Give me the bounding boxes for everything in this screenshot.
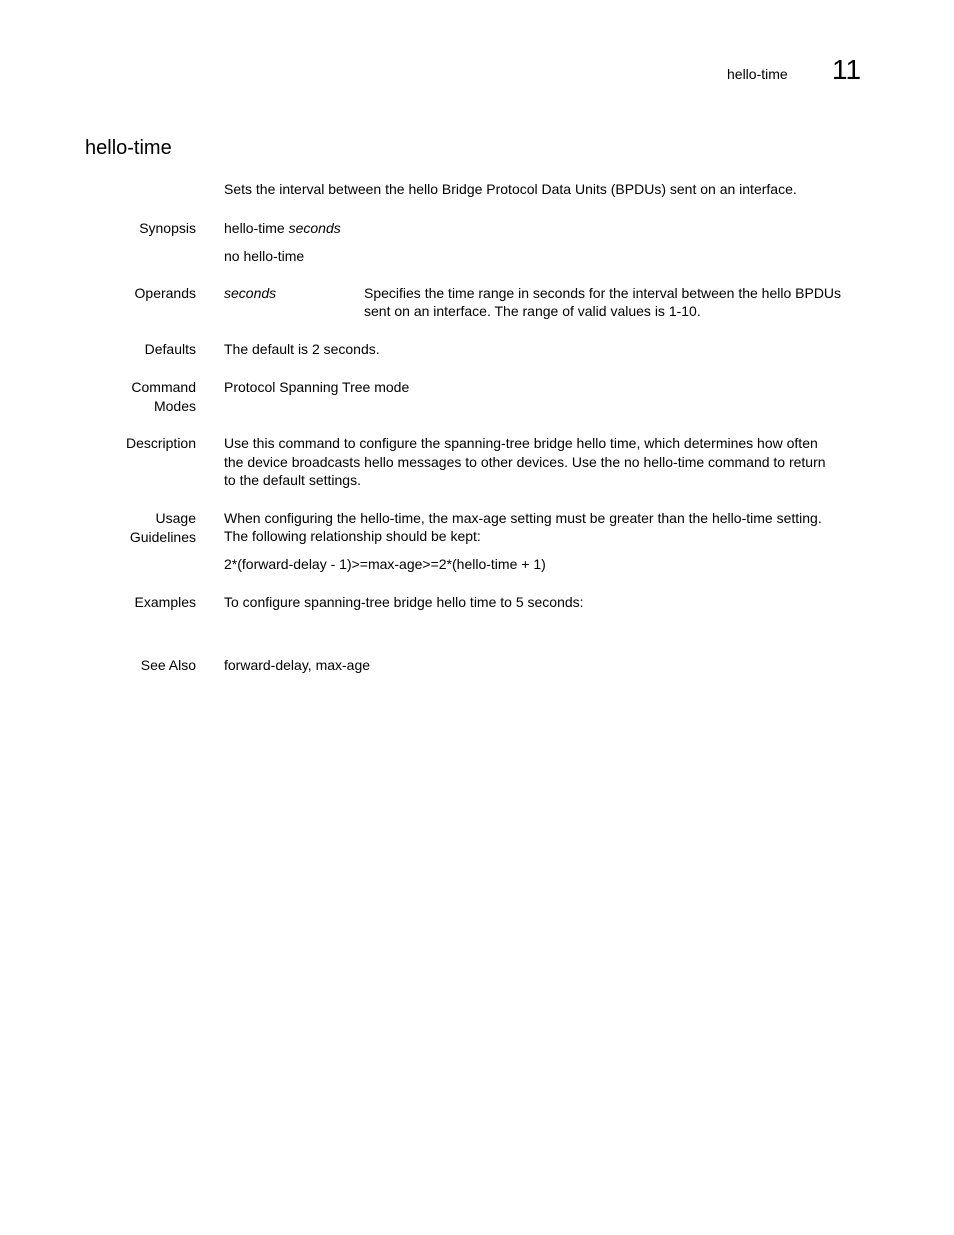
see-also-max-age-link[interactable]: max-age — [315, 657, 371, 673]
description-line2-pre: the device broadcasts hello messages to other devices. Use the — [224, 454, 624, 470]
synopsis-arg: seconds — [288, 220, 341, 236]
intro-text: Sets the interval between the hello Bridge Protocol Data Units (BPDUs) sent on an interface. — [224, 181, 797, 197]
defaults-label: Defaults — [144, 341, 196, 357]
description-no-hello-time: no hello-time — [624, 454, 705, 470]
usage-hello-time-1: hello-time — [360, 510, 421, 526]
section-title: hello-time — [85, 137, 172, 159]
usage-l1-e: setting must be greater than the — [506, 510, 712, 526]
operand-desc-line1: Specifies the time range in seconds for the interval between the hello BPDUs — [364, 285, 842, 301]
command-modes-text: Protocol Spanning Tree mode — [224, 379, 410, 395]
usage-l1-c: , the — [420, 510, 453, 526]
description-line1: Use this command to configure the spanning-tree bridge hello time, which determines how often — [224, 435, 818, 451]
usage-formula: 2*(forward-delay - 1)>=max-age>=2*(hello-time + 1) — [224, 556, 546, 572]
command-modes-label-2: Modes — [153, 398, 196, 414]
operands-label: Operands — [134, 285, 196, 301]
synopsis-command — [224, 219, 341, 238]
usage-line1 — [224, 509, 822, 528]
usage-label-1: Usage — [155, 510, 196, 526]
description-label: Description — [125, 435, 196, 451]
see-also-separator: , — [307, 657, 316, 673]
usage-l1-g: setting. — [772, 510, 822, 526]
usage-hello-time-2: hello-time — [711, 510, 773, 526]
running-header-title: hello-time — [727, 66, 788, 82]
usage-label-2: Guidelines — [129, 529, 196, 545]
synopsis-no-command: no hello-time — [224, 248, 305, 264]
examples-label: Examples — [134, 594, 196, 610]
usage-max-age: max-age — [452, 510, 507, 526]
operand-desc-line2: sent on an interface. The range of valid values is 1-10. — [364, 303, 701, 319]
operand-name: seconds — [224, 285, 277, 301]
usage-l1-a: When configuring the — [224, 510, 361, 526]
usage-line2: The following relationship should be kept: — [224, 528, 481, 544]
see-also-forward-delay-link[interactable]: forward-delay — [224, 657, 308, 673]
synopsis-cmd: hello-time — [224, 220, 285, 236]
description-line3: to the default settings. — [224, 472, 361, 488]
see-also-label: See Also — [140, 657, 196, 673]
see-also-links — [224, 656, 370, 675]
command-modes-label-1: Command — [131, 379, 196, 395]
synopsis-label: Synopsis — [139, 220, 196, 236]
chapter-number: 11 — [832, 54, 862, 85]
description-line2 — [224, 453, 826, 472]
examples-text: To configure spanning-tree bridge hello time to 5 seconds: — [224, 594, 584, 610]
description-line2-post: command to return — [704, 454, 826, 470]
defaults-text: The default is 2 seconds. — [224, 341, 380, 357]
